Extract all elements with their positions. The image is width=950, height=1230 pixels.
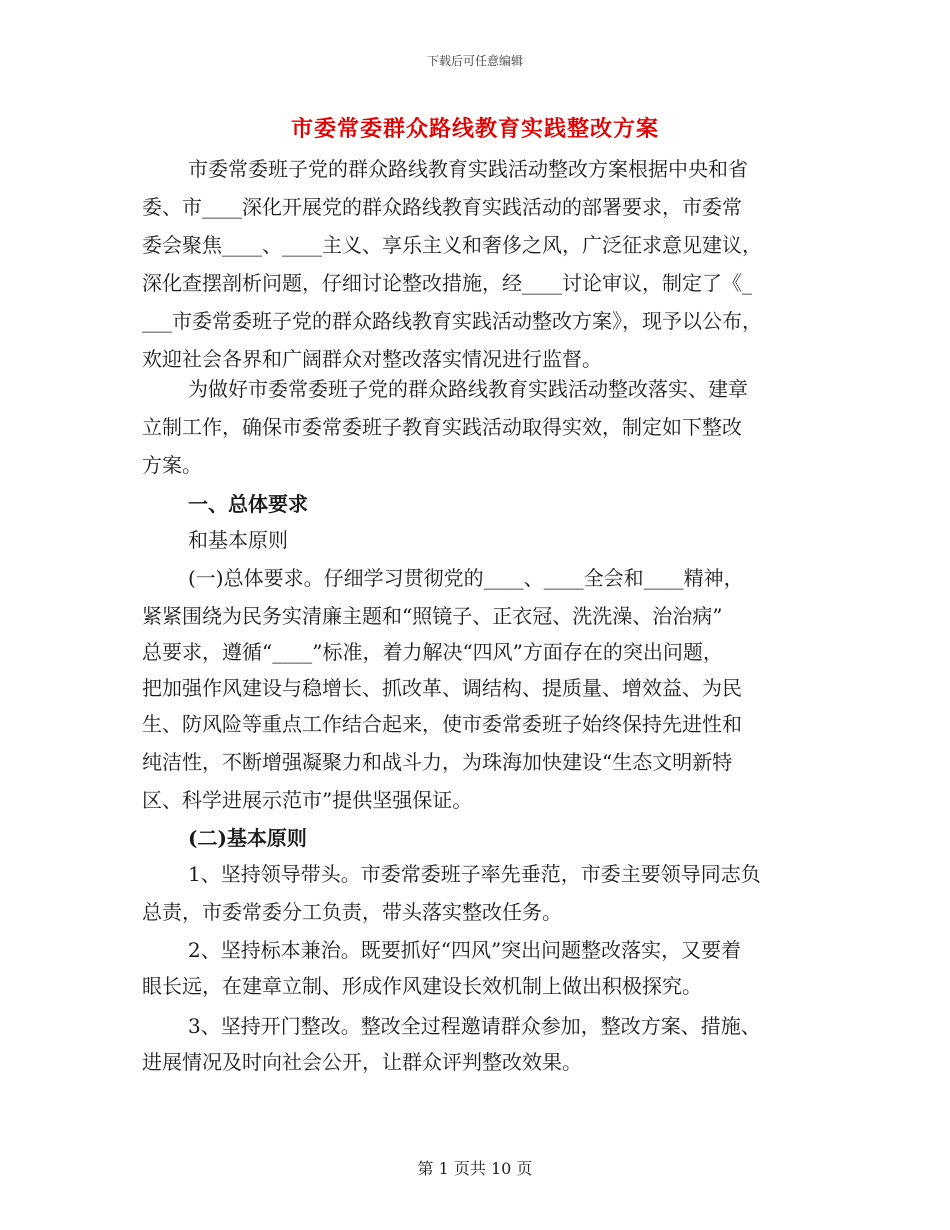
paragraph-line: 生、防风险等重点工作结合起来，使市委常委班子始终保持先进性和 <box>142 712 742 736</box>
paragraph-line: 市委常委班子党的群众路线教育实践活动整改方案根据中央和省 <box>188 157 748 181</box>
subsection-heading: (二)基本原则 <box>188 826 307 850</box>
paragraph-line: 紧紧围绕为民务实清廉主题和“照镜子、正衣冠、洗洗澡、治治病” <box>142 604 723 628</box>
paragraph-line: 2、坚持标本兼治。既要抓好“四风”突出问题整改落实，又要着 <box>188 938 742 962</box>
paragraph-line: 把加强作风建设与稳增长、抓改革、调结构、提质量、增效益、为民 <box>142 676 742 700</box>
paragraph-line: 方案。 <box>142 453 202 477</box>
paragraph-line: 1、坚持领导带头。市委常委班子率先垂范，市委主要领导同志负 <box>188 862 761 886</box>
paragraph-line: 立制工作，确保市委常委班子教育实践活动取得实效，制定如下整改 <box>142 415 742 439</box>
document-title: 市委常委群众路线教育实践整改方案 <box>290 116 659 142</box>
page-number: 第 1 页共 10 页 <box>417 1159 533 1178</box>
paragraph-line: 委、市____深化开展党的群众路线教育实践活动的部署要求，市委常 <box>142 195 742 219</box>
paragraph-line: 和基本原则 <box>188 528 288 552</box>
paragraph-line: 眼长远，在建章立制、形成作风建设长效机制上做出积极探究。 <box>142 974 702 998</box>
paragraph-line: 总要求，遵循“____”标准，着力解决“四风”方面存在的突出问题， <box>142 640 723 664</box>
paragraph-line: 总责，市委常委分工负责，带头落实整改任务。 <box>142 900 562 924</box>
paragraph-line: (一)总体要求。仔细学习贯彻党的____、____全会和____精神， <box>188 566 744 590</box>
paragraph-line: 委会聚焦____、____主义、享乐主义和奢侈之风，广泛征求意见建议， <box>142 233 762 257</box>
download-note: 下载后可任意编辑 <box>426 54 523 68</box>
paragraph-line: 深化查摆剖析问题，仔细讨论整改措施，经____讨论审议，制定了《_ <box>142 271 752 295</box>
paragraph-line: 欢迎社会各界和广阔群众对整改落实情况进行监督。 <box>142 347 602 371</box>
section-heading: 一、总体要求 <box>188 492 308 516</box>
paragraph-line: ___市委常委班子党的群众路线教育实践活动整改方案》，现予以公布， <box>142 309 762 333</box>
paragraph-line: 纯洁性，不断增强凝聚力和战斗力，为珠海加快建设“生态文明新特 <box>142 750 733 774</box>
paragraph-line: 为做好市委常委班子党的群众路线教育实践活动整改落实、建章 <box>188 377 748 401</box>
paragraph-line: 3、坚持开门整改。整改全过程邀请群众参加，整改方案、措施、 <box>188 1014 761 1038</box>
paragraph-line: 进展情况及时向社会公开，让群众评判整改效果。 <box>142 1050 582 1074</box>
paragraph-line: 区、科学进展示范市”提供坚强保证。 <box>142 788 473 812</box>
